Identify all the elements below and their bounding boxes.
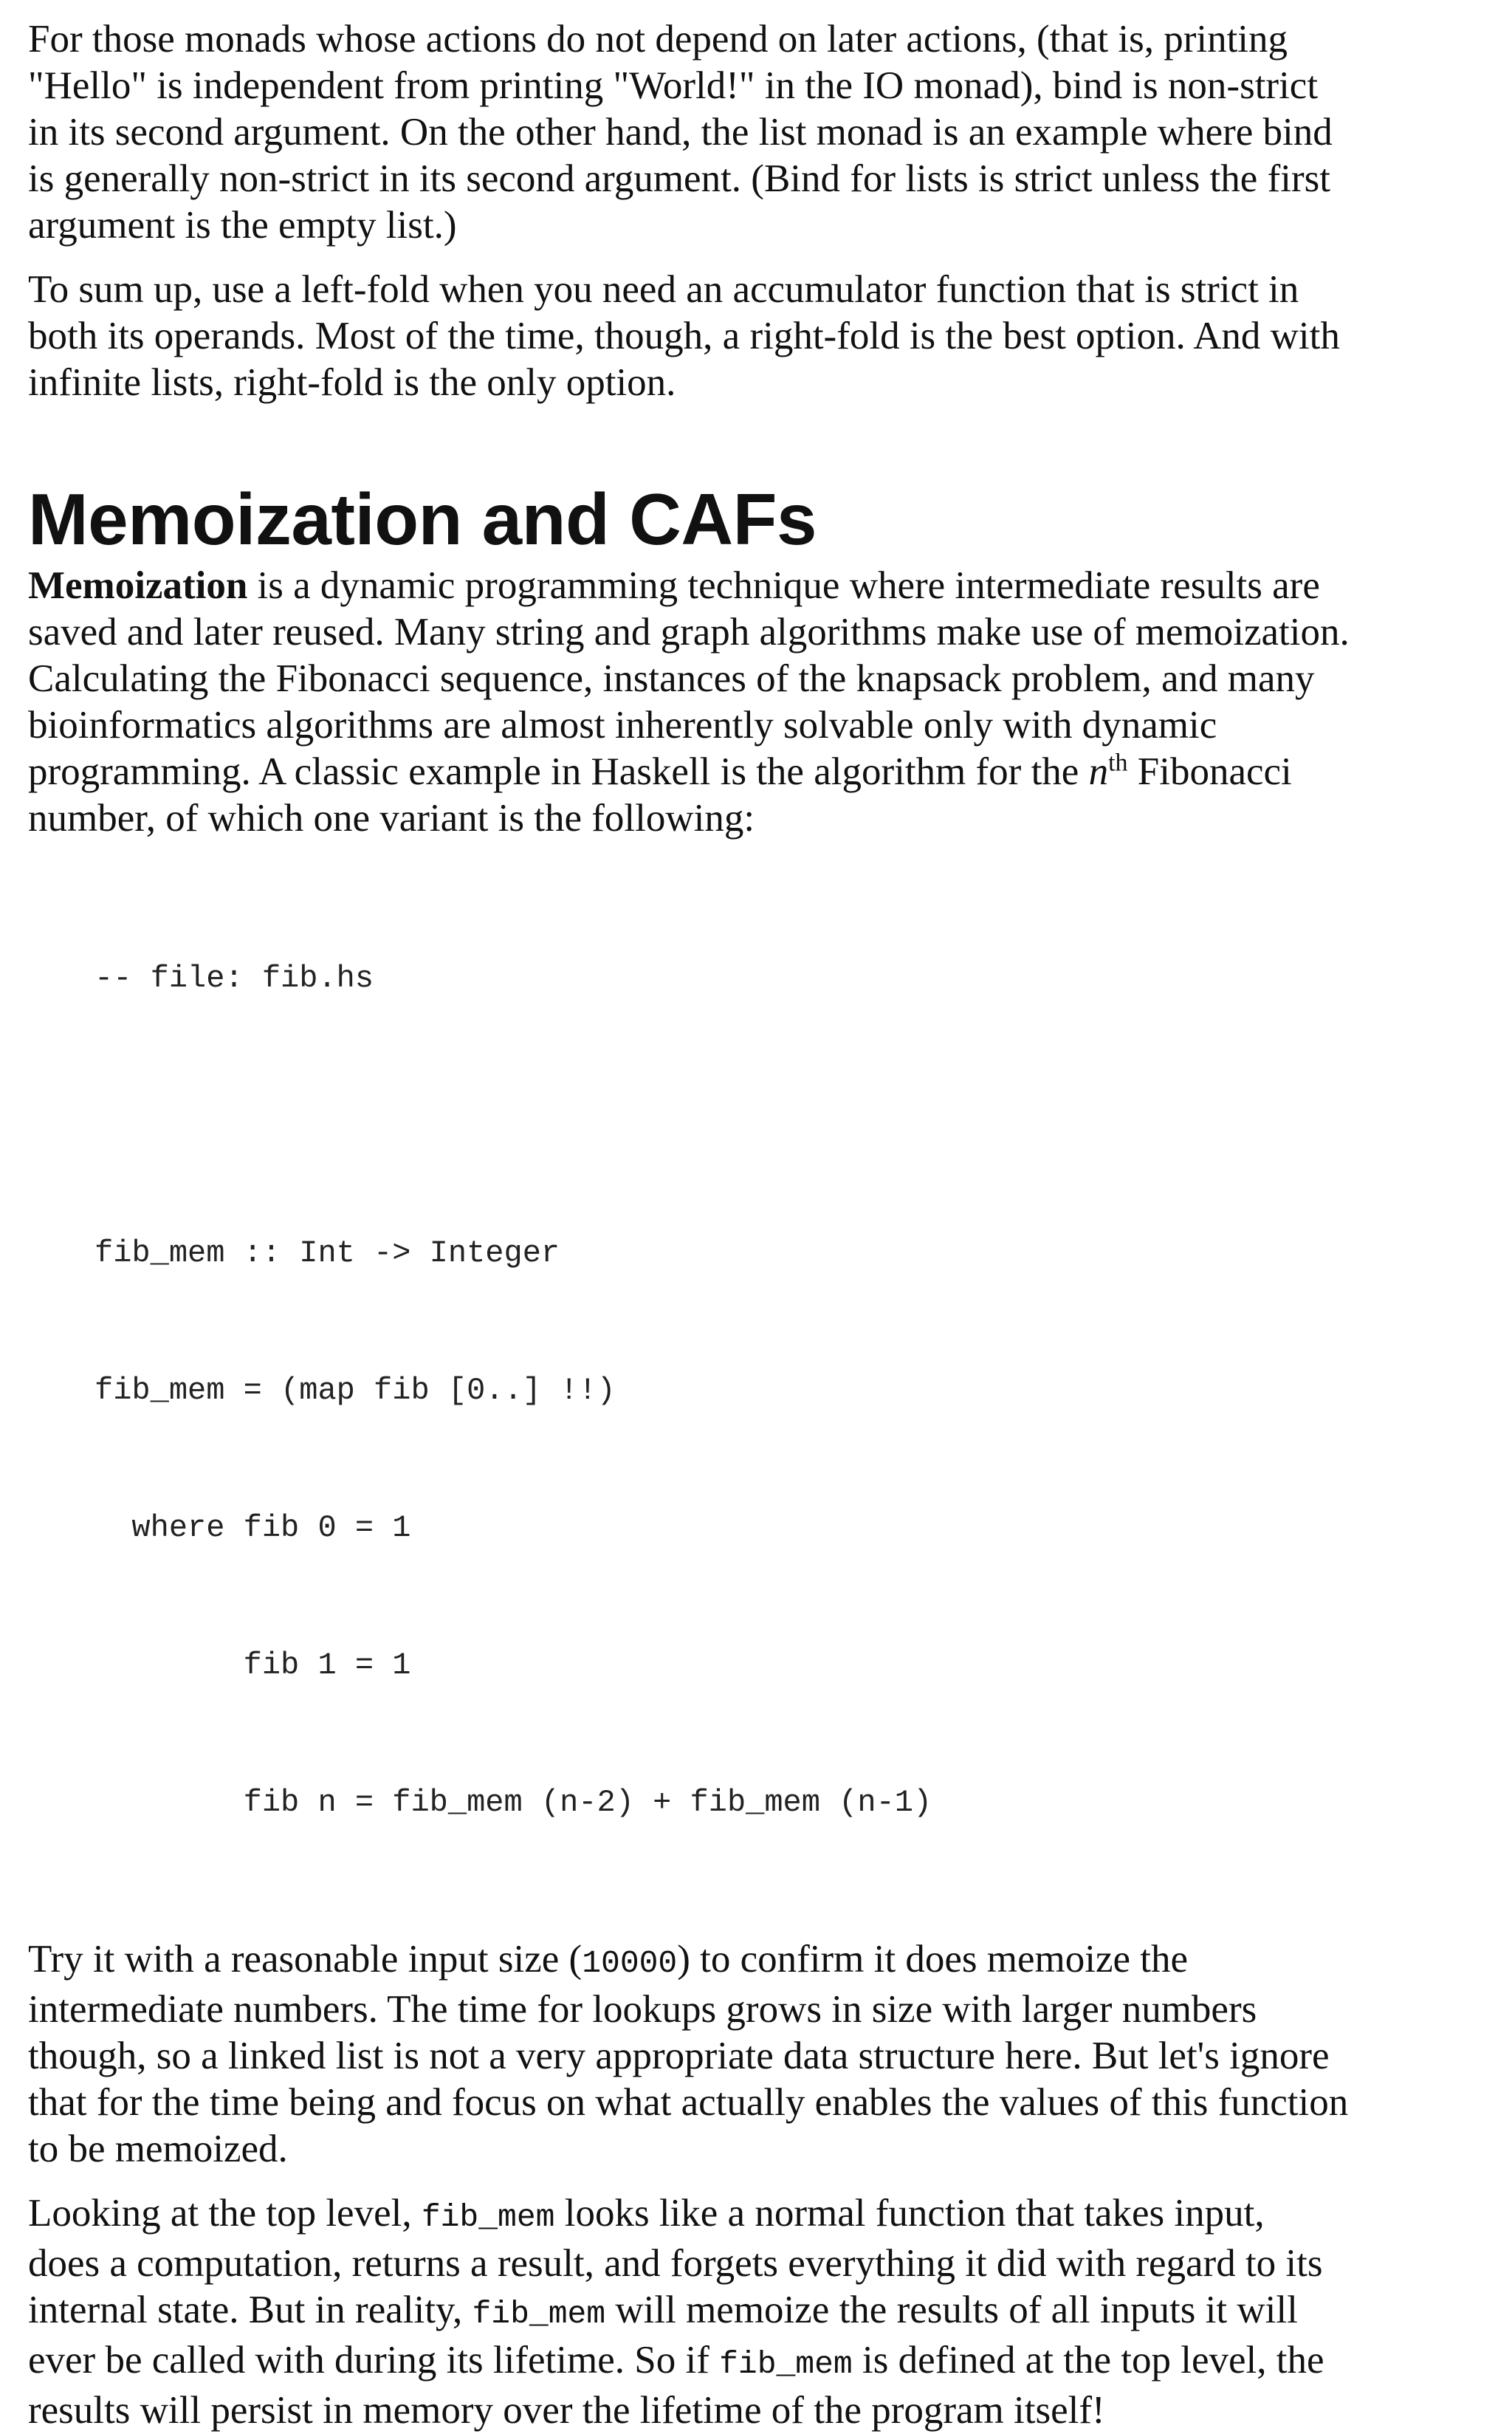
- code-line: -- file: fib.hs: [94, 961, 374, 996]
- text-line: [28, 563, 1497, 609]
- monad-bind-paragraph: [28, 16, 1497, 249]
- term-memoization: Memoization: [28, 564, 248, 607]
- superscript-th: th: [1108, 749, 1128, 777]
- text-fragment: programming. A classic example in Haskell is the algorithm for the: [28, 750, 1089, 793]
- inline-code: fib_mem: [421, 2199, 555, 2235]
- top-level-paragraph: [28, 2190, 1497, 2434]
- text-line: For those monads whose actions do not depend on later actions, (that is, printing: [28, 18, 1288, 61]
- inline-code: fib_mem: [472, 2296, 606, 2332]
- text-fragment: ever be called with during its lifetime. So if: [28, 2339, 720, 2382]
- text-line: [28, 2190, 1497, 2241]
- text-fragment: will memoize the results of all inputs it will: [605, 2289, 1298, 2331]
- text-line: argument is the empty list.): [28, 204, 457, 247]
- text-line: intermediate numbers. The time for lookups grows in size with larger numbers: [28, 1988, 1257, 2031]
- text-fragment: Looking at the top level,: [28, 2192, 422, 2235]
- fold-summary-paragraph: [28, 267, 1497, 406]
- text-line: [28, 1936, 1497, 1986]
- code-block-fib: [28, 864, 1497, 1917]
- text-fragment: is defined at the top level, the: [852, 2339, 1324, 2382]
- text-line: [28, 2287, 1497, 2337]
- inline-code: 10000: [582, 1945, 678, 1981]
- text-line: To sum up, use a left-fold when you need an accumulator function that is strict in: [28, 268, 1299, 311]
- text-line: [28, 2337, 1497, 2387]
- text-line: though, so a linked list is not a very appropriate data structure here. But let's ignore: [28, 2034, 1330, 2077]
- text-line: bioinformatics algorithms are almost inherently solvable only with dynamic: [28, 704, 1217, 747]
- inline-code: fib_mem: [719, 2346, 853, 2382]
- code-line: [94, 1093, 1497, 1139]
- text-fragment: ) to confirm it does memoize the: [677, 1938, 1188, 1981]
- text-line: saved and later reused. Many string and graph algorithms make use of memoization.: [28, 611, 1350, 654]
- text-fragment: Fibonacci: [1127, 750, 1292, 793]
- text-line: is generally non-strict in its second argument. (Bind for lists is strict unless the first: [28, 157, 1330, 200]
- code-line: where fib 0 = 1: [94, 1510, 411, 1546]
- math-n: n: [1088, 750, 1109, 793]
- text-line: number, of which one variant is the following:: [28, 797, 755, 840]
- text-line: in its second argument. On the other hand, the list monad is an example where bind: [28, 111, 1333, 154]
- code-line: fib n = fib_mem (n-2) + fib_mem (n-1): [94, 1785, 932, 1820]
- code-line: fib_mem :: Int -> Integer: [94, 1235, 560, 1271]
- code-line: fib_mem = (map fib [0..] !!): [94, 1373, 616, 1408]
- text-line: does a computation, returns a result, and forgets everything it did with regard to its: [28, 2242, 1323, 2285]
- text-fragment: internal state. But in reality,: [28, 2289, 472, 2331]
- text-fragment: looks like a normal function that takes input,: [554, 2192, 1265, 2235]
- text-fragment: is a dynamic programming technique where intermediate results are: [247, 564, 1320, 607]
- text-line: both its operands. Most of the time, though, a right-fold is the best option. And with: [28, 315, 1340, 357]
- text-line: to be memoized.: [28, 2128, 288, 2170]
- text-line: [28, 749, 1497, 795]
- try-it-paragraph: [28, 1936, 1497, 2173]
- code-line: fib 1 = 1: [94, 1648, 411, 1683]
- text-fragment: Try it with a reasonable input size (: [28, 1938, 583, 1981]
- text-line: that for the time being and focus on what actually enables the values of this function: [28, 2081, 1349, 2124]
- text-line: results will persist in memory over the lifetime of the program itself!: [28, 2389, 1105, 2432]
- text-line: Calculating the Fibonacci sequence, instances of the knapsack problem, and many: [28, 657, 1315, 700]
- document-page: [28, 16, 1497, 2434]
- text-line: "Hello" is independent from printing "World!" in the IO monad), bind is non-strict: [28, 64, 1319, 107]
- memoization-intro-paragraph: [28, 563, 1497, 842]
- section-heading: Memoization and CAFs: [28, 479, 817, 560]
- text-line: infinite lists, right-fold is the only option.: [28, 361, 676, 404]
